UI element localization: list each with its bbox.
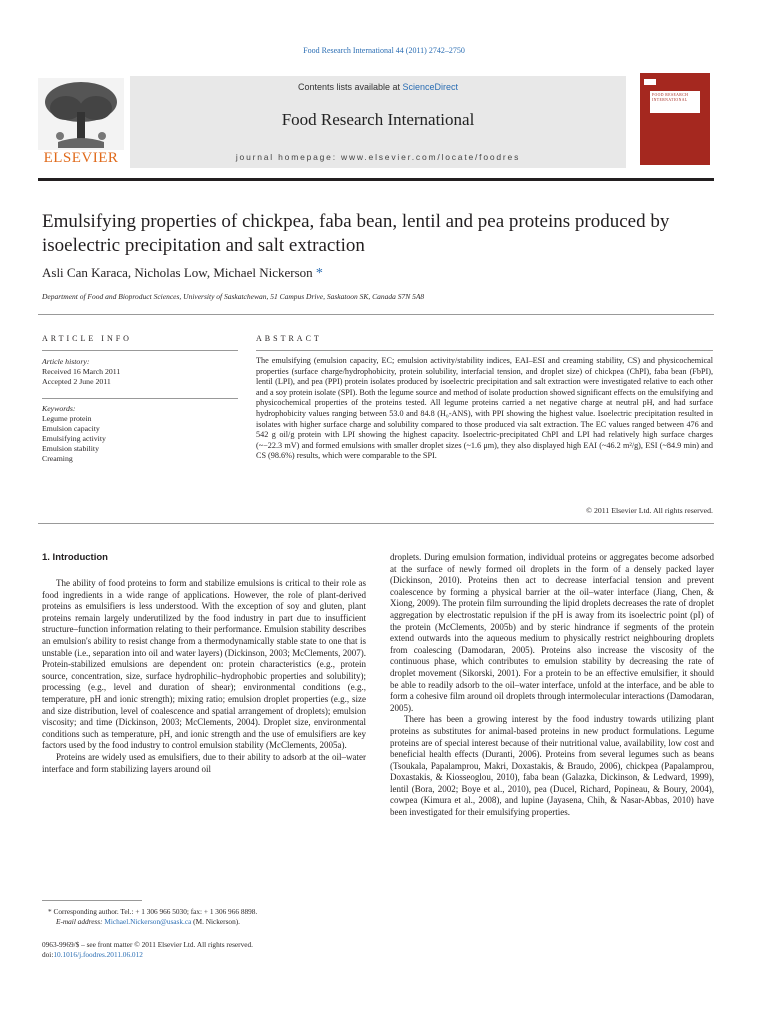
keyword-item: Creaming [42, 454, 73, 463]
intro-paragraph-3: droplets. During emulsion formation, individual proteins or aggregates become adsorbed at the surface of newly formed oil droplets in the form of a densely packed layer (Dickinson, 2010). Proteins then act to decrease interfacial tension and prevent coalescence by forming a physical barrier at the oil–water interface (Jiang, Chen, & Xiong, 2009). The protein film surrounding the lipid droplets decreases the rate of droplet aggregation by electrostatic repulsion if the pH is away from its isoelectric point (pI) of the protein (McClements, 2005b) and by steric hindrance if segments of the protein extend outwards into the aqueous medium to physically restrict neighbouring droplets from coalescing (Damodaran, 2005). Proteins also increase the viscosity of the continuous phase, which contributes to emulsion stability by decreasing the rate of droplet movement (Sikorski, 2001). For a protein to be an effective emulsifier, it should be able to readily adsorb to the oil–water interface, unfold at the interface, and be able to form a cohesive film around oil droplets through intermolecular interactions (Damodaran, 2005). [390, 552, 714, 713]
issn-line: 0963-9969/$ – see front matter © 2011 Elsevier Ltd. All rights reserved. [42, 940, 253, 949]
right-column [390, 552, 714, 819]
header-divider [38, 178, 714, 181]
section-heading-introduction: 1. Introduction [42, 552, 108, 563]
intro-paragraph-4: There has been a growing interest by the food industry towards utilizing plant proteins as substitutes for animal-based proteins in new product formulations. Legume proteins are of special interest because of their nutritional value, availability, low cost and beneficial health effects (Duranti, 2006). Proteins from several legumes such as beans (Tsoukala, Papalamprou, Makri, Doxastakis, & Braudo, 2006), chickpea (Papalamprou, Doxastakis, & Kiosseoglou, 2010), faba bean (Galazka, Dickinson, & Ledward, 1999), lentil (Bora, 2002; Boye et al., 2010), pea (Ducel, Richard, Popineau, & Boury, 2004), cowpea (Kimura et al., 2008), and lupine (Jayasena, Chih, & Nasar-Abbas, 2010) have been investigated for their emulsifying properties. [390, 714, 714, 818]
keyword-item: Legume protein [42, 414, 92, 423]
keywords-label: Keywords: [42, 404, 76, 413]
affiliation-divider [38, 314, 714, 315]
keyword-item: Emulsifying activity [42, 434, 106, 443]
email-suffix: (M. Nickerson). [191, 917, 240, 926]
email-label: E-mail address: [56, 917, 105, 926]
keyword-item: Emulsion stability [42, 444, 99, 453]
abstract-end-divider [38, 523, 714, 524]
keyword-item: Emulsion capacity [42, 424, 100, 433]
doi-prefix: doi: [42, 950, 54, 959]
intro-paragraph-1: The ability of food proteins to form and stabilize emulsions is critical to their role as food ingredients in a wide range of applications. However, the role of plant-derived proteins as emulsifiers is less understood. With the exception of soy and gluten, plant proteins remain largely underutilized by the food industry in part due to insufficient structure–function information relating to their performance. Emulsion stability describes an emulsion's ability to resist change from a thermodynamically stable state to one that is unstable (i.e., separation into oil and water layers) (Dickinson, 2003; McClements, 2007). Protein-stabilized emulsions are dependent on: protein characteristics (e.g., protein source, concentration, size, surface hydrophilic–hydrophobic properties and solubility); processing (e.g., level and duration of shear); environmental conditions (e.g., temperature, pH and ionic strength); mixing ratio; emulsion droplet properties (e.g., size and size distribution, level of coalescence and spatial arrangement of droplets); emulsion viscosity; and time (Dickinson, 2003; McClements, 2004). Droplet size, environmental conditions such as temperature, pH, and ionic strength and the use of emulsifiers are key factors used by the food industry to control emulsion stability (McClements, 2005a). [42, 578, 366, 751]
abstract-text: The emulsifying (emulsion capacity, EC; emulsion activity/stability indices, EAI–ESI and creaming stability, CS) and physicochemical properties (surface charge/hydrophobicity, protein solubility, interfacial tension, and droplet size) of chickpea (ChPI), faba bean (FbPI), lentil (LPI), and pea (PPI) protein isolates produced by isoelectric precipitation and salt extraction were investigated relative to each other and a soy protein isolate (SPI). Both the legume source and method of isolate production showed significant effects on the emulsifying and physicochemical properties of the proteins tested. All legume proteins carried a net negative charge at neutral pH, and had surface hydrophobicity values ranging between 53.0 and 84.8 (H₀-ANS), with PPI showing the highest value. Isoelectric precipitation resulted in isolates with higher surface charge and solubility compared to those produced via salt extraction. The EC values ranged between 476 and 542 g oil/g protein with LPI showing the highest capacity. Isoelectric-precipitated ChPI and LPI had relatively high surface charges (~−22.3 mV) and formed emulsions with smaller droplet sizes (~1.6 μm), they also displayed high EAI (~46.2 m²/g), ESI (~84.9 min) and CS (98.6%) results, which were comparable to the SPI. [256, 356, 713, 461]
received-date: Received 16 March 2011 [42, 367, 121, 376]
journal-homepage[interactable]: journal homepage: www.elsevier.com/locate/foodres [235, 152, 521, 162]
doi-link[interactable]: 10.1016/j.foodres.2011.06.012 [53, 950, 143, 959]
article-info-label: ARTICLE INFO [42, 334, 132, 343]
keywords-block [42, 404, 238, 464]
abstract-copyright: © 2011 Elsevier Ltd. All rights reserved. [586, 506, 713, 515]
sciencedirect-link[interactable]: ScienceDirect [402, 82, 459, 92]
corresponding-author-note: * Corresponding author. Tel.: + 1 306 966 5030; fax: + 1 306 966 8898. [48, 907, 258, 916]
keywords-divider [42, 398, 238, 399]
contents-prefix: Contents lists available at [297, 82, 403, 92]
page-footer [42, 940, 442, 960]
article-history [42, 357, 238, 387]
footnote-divider [42, 900, 142, 901]
journal-name: Food Research International [281, 110, 475, 129]
abstract-divider [256, 350, 713, 351]
authors-line [42, 265, 323, 282]
elsevier-logo [38, 78, 124, 170]
cover-label-icon [644, 79, 656, 85]
journal-citation[interactable]: Food Research International 44 (2011) 2742–2750 [303, 46, 465, 55]
article-info-divider [42, 350, 238, 351]
affiliation: Department of Food and Bioproduct Sciences, University of Saskatchewan, 51 Campus Drive, Saskatoon SK, Canada S7N 5A8 [42, 292, 425, 301]
journal-header [130, 76, 626, 168]
doi-line [42, 950, 442, 960]
cover-title: FOOD RESEARCH INTERNATIONAL [652, 93, 689, 102]
abstract-label: ABSTRACT [256, 334, 322, 343]
journal-cover-thumbnail [640, 73, 710, 165]
email-line [48, 917, 368, 927]
accepted-date: Accepted 2 June 2011 [42, 377, 111, 386]
publisher-wordmark: ELSEVIER [43, 150, 119, 166]
email-link[interactable]: Michael.Nickerson@usask.ca [104, 917, 192, 926]
corresponding-author-mark[interactable]: * [315, 266, 323, 281]
footnote [48, 907, 368, 927]
article-title: Emulsifying properties of chickpea, faba bean, lentil and pea proteins produced by isoelectric precipitation and salt extraction [42, 211, 670, 256]
history-label: Article history: [42, 357, 90, 366]
contents-line [130, 82, 626, 92]
authors: Asli Can Karaca, Nicholas Low, Michael Nickerson [42, 265, 313, 280]
left-column [42, 578, 366, 775]
intro-paragraph-2: Proteins are widely used as emulsifiers, due to their ability to adsorb at the oil–water interface and form stabilizing layers around oil [42, 751, 366, 774]
